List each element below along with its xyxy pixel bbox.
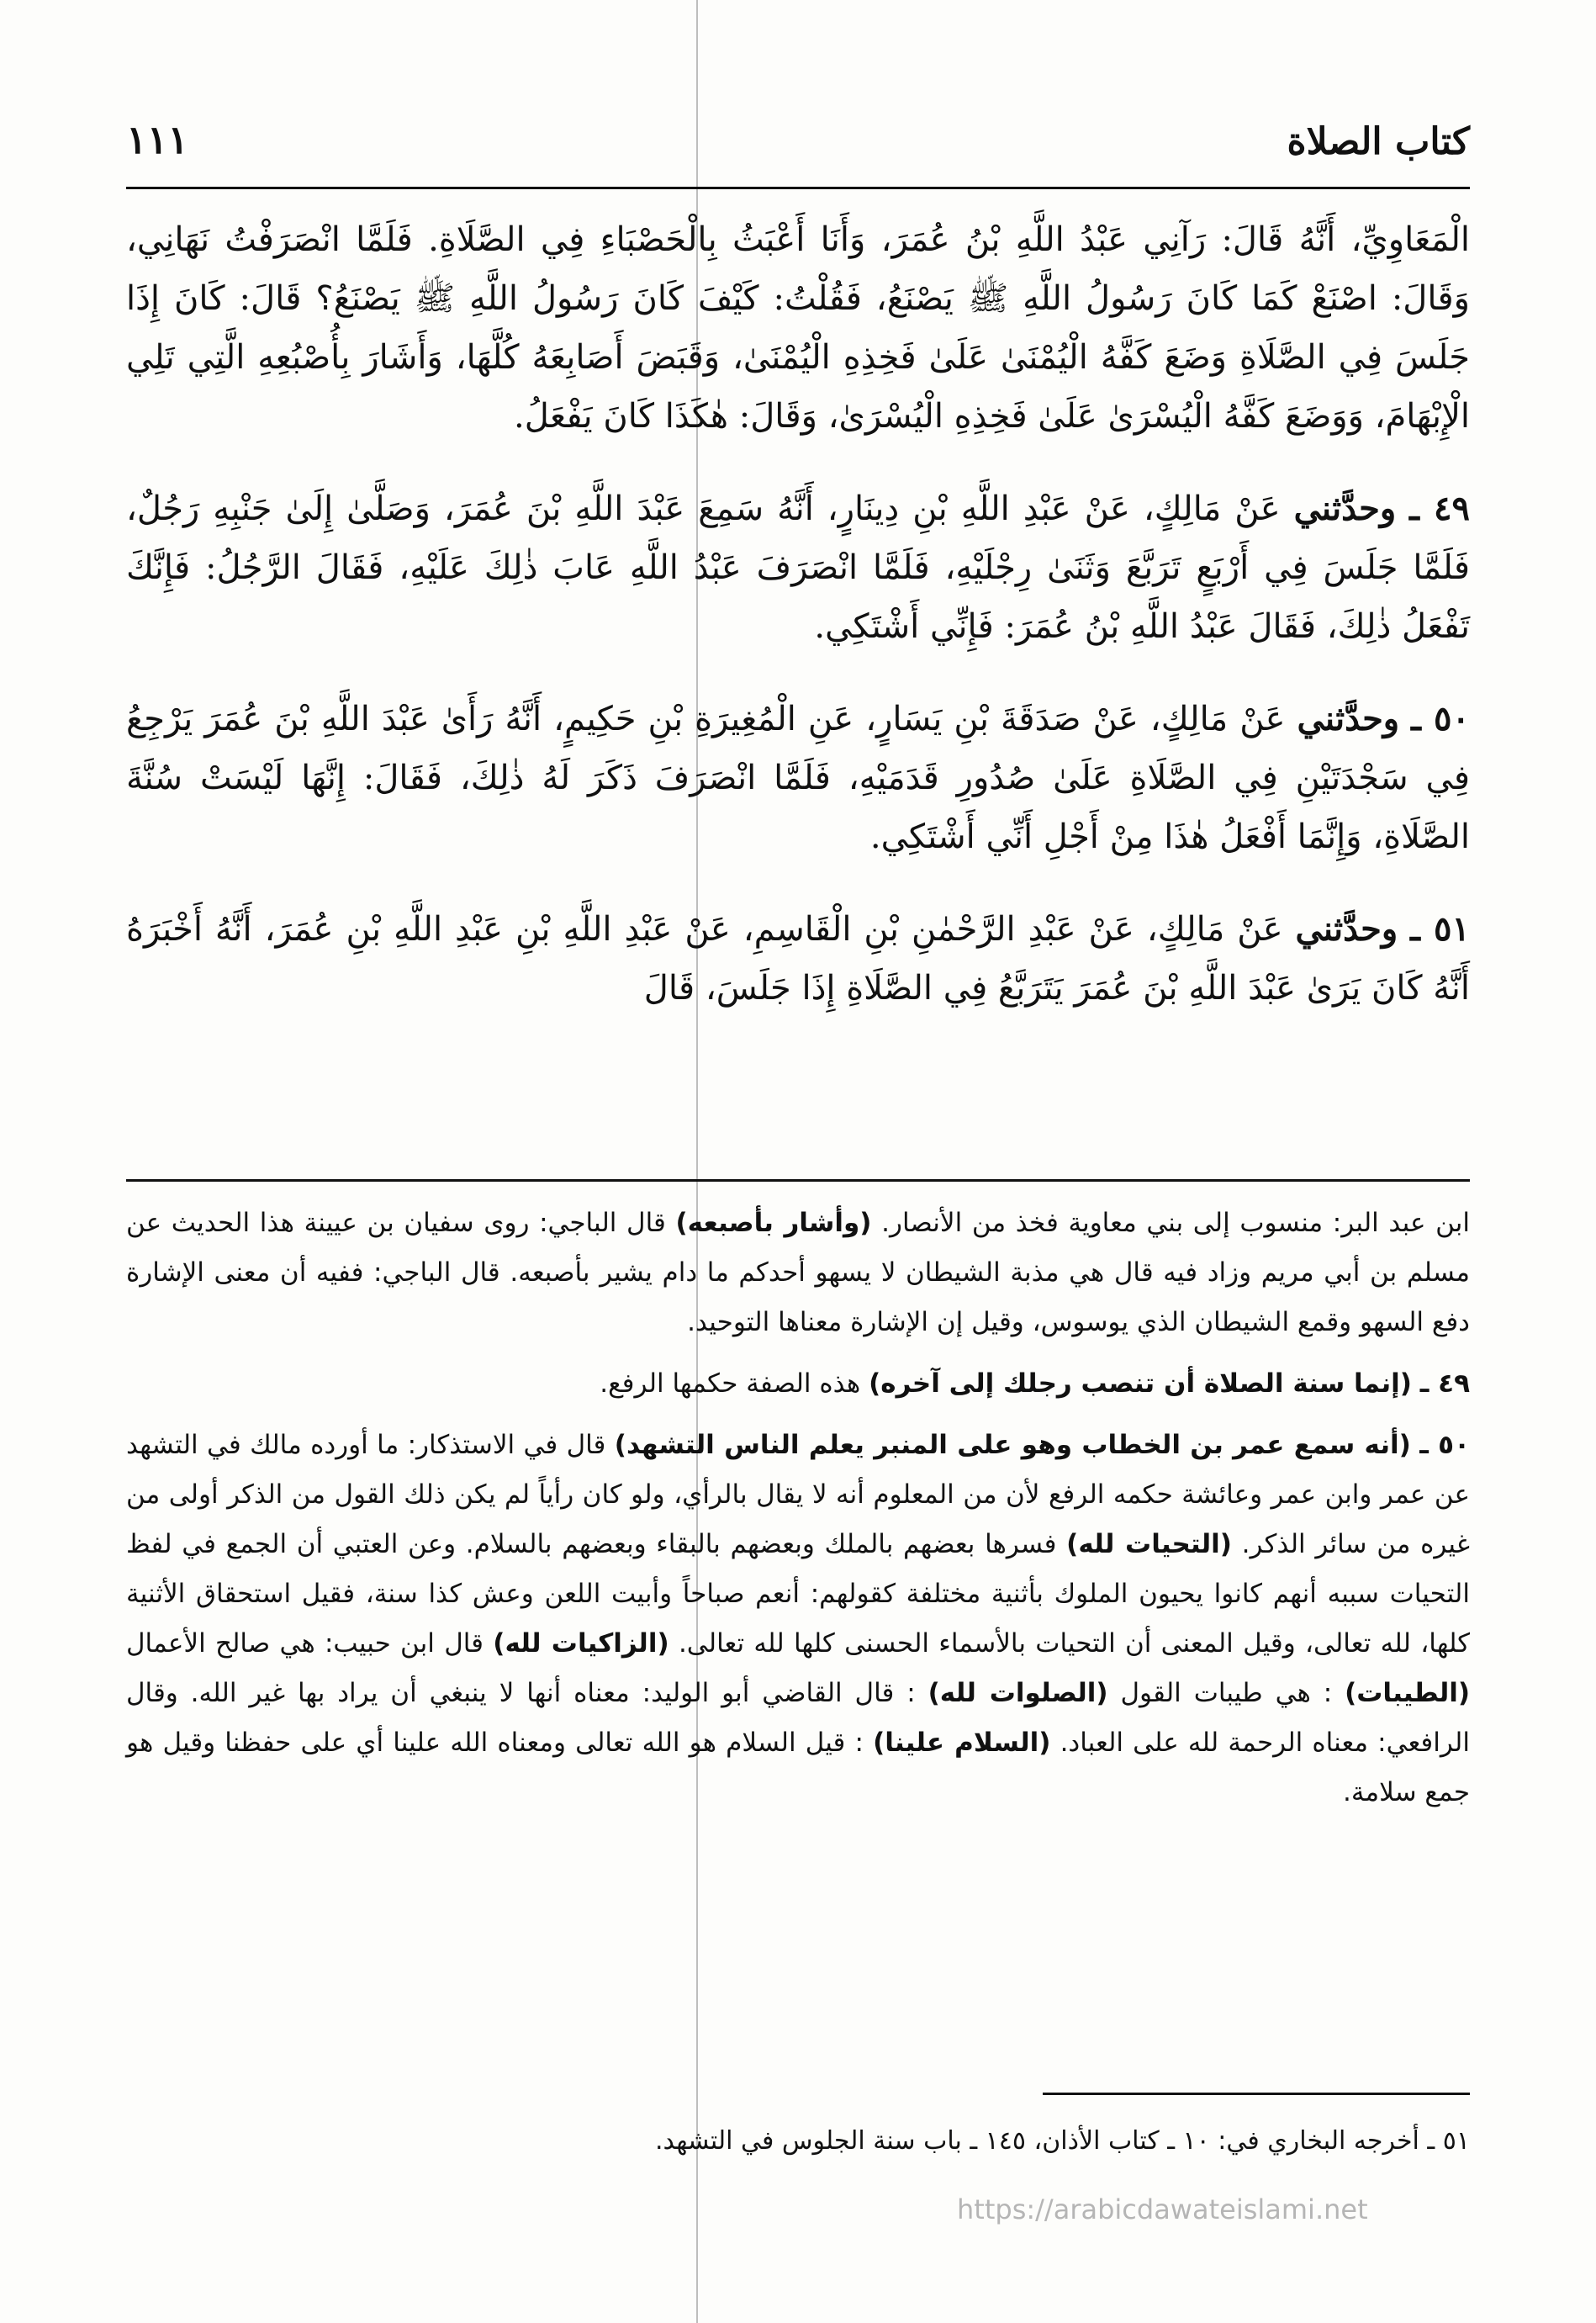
main-text [126,210,1470,1018]
note-keyword: (الصلوات لله) [927,1678,1108,1708]
hadith-lead: وحدَّثني [1293,489,1397,528]
note-keyword: (إنما سنة الصلاة أن تنصب رجلك إلى آخره) [869,1368,1412,1399]
commentary-divider [126,1179,1470,1182]
book-title: كتاب الصلاة [1287,120,1470,163]
note-keyword: (وأشار بأصبعه) [675,1208,872,1238]
note-text: قال الباجي: روى سفيان بن عيينة هذا الحديث عن مسلم بن أبي مريم وزاد فيه قال هي مذبة الشيطان لا يسهو أحدكم ما دام يشير بأصبعه. قال الباجي: ففيه أن معنى الإشارة دفع السهو وقمع الشيطان الذي يوسوس، وقيل إن الإشارة معناها التوحيد. [126,1208,1470,1337]
hadith-text: عَنْ مَالِكٍ، عَنْ صَدَقَةَ بْنِ يَسَارٍ، عَنِ الْمُغِيرَةِ بْنِ حَكِيمٍ، أَنَّهُ رَأَىٰ عَبْدَ اللَّهِ بْنَ عُمَرَ يَرْجِعُ فِي سَجْدَتَيْنِ فِي الصَّلَاةِ عَلَىٰ صُدُورِ قَدَمَيْهِ، فَلَمَّا انْصَرَفَ ذَكَرَ لَهُ ذٰلِكَ، فَقَالَ: إِنَّهَا لَيْسَتْ سُنَّةَ الصَّلَاةِ، وَإِنَّمَا أَفْعَلُ هٰذَا مِنْ أَجْلِ أَنِّي أَشْتَكِي. [126,700,1470,856]
hadith-51 [126,900,1470,1018]
note-text: قال في الاستذكار: ما أورده مالك في التشهد عن عمر وابن عمر وعائشة حكمه الرفع لأن من المعلوم أنه لا يقال بالرأي، ولو كان رأياً لم يكن ذلك القول من الذكر أولى من غيره من سائر الذكر. [126,1430,1470,1559]
note-text: : قال القاضي أبو الوليد: معناه أنها لا ينبغي أن يراد بها غير الله. وقال الرافعي: معناه الرحمة لله على العباد. [126,1678,1470,1758]
note-keyword: (التحيات لله) [1066,1529,1232,1559]
note-text: فسرها بعضهم بالملك وبعضهم بالبقاء وبعضهم بالسلام. وعن العتبي أن الجمع في لفظ التحيات سببه أنهم كانوا يحيون الملوك بأثنية مختلفة كقولهم: أنعم صباحاً وأبيت اللعن وعش كذا سنة، فقيل استحقاق الأثنية كلها، لله تعالى، وقيل المعنى أن التحيات بالأسماء الحسنى كلها لله تعالى. [126,1529,1471,1659]
commentary-note-49 [126,1359,1470,1409]
footnote-divider [1043,2093,1470,2095]
note-number: ٥٠ ـ [1419,1430,1471,1460]
hadith-lead: وحدَّثني [1297,699,1400,738]
commentary-note-1 [126,1199,1470,1347]
header-divider [126,187,1470,189]
commentary-note-50 [126,1421,1470,1818]
note-text: قال ابن حبيب: هي صالح الأعمال [126,1628,484,1659]
commentary [126,1199,1470,1818]
hadith-number: ٤٩ ـ [1409,489,1470,528]
note-number: ٤٩ ـ [1419,1368,1470,1399]
page-header [126,114,1470,172]
hadith-50 [126,690,1470,866]
note-text: : هي طيبات القول [1120,1678,1333,1708]
page-number: ١١١ [126,117,189,162]
note-text: : قيل السلام هو الله تعالى ومعناه الله علينا أي على حفظنا وقيل هو جمع سلامة. [126,1728,1470,1807]
hadith-text: عَنْ مَالِكٍ، عَنْ عَبْدِ اللَّهِ بْنِ دِينَارٍ، أَنَّهُ سَمِعَ عَبْدَ اللَّهِ بْنَ عُمَرَ، وَصَلَّىٰ إِلَىٰ جَنْبِهِ رَجُلٌ، فَلَمَّا جَلَسَ فِي أَرْبَعٍ تَرَبَّعَ وَثَنَىٰ رِجْلَيْهِ، فَلَمَّا انْصَرَفَ عَبْدُ اللَّهِ عَابَ ذٰلِكَ عَلَيْهِ، فَقَالَ الرَّجُلُ: فَإِنَّكَ تَفْعَلُ ذٰلِكَ، فَقَالَ عَبْدُ اللَّهِ بْنُ عُمَرَ: فَإِنِّي أَشْتَكِي. [126,489,1470,646]
note-keyword: (السلام علينا) [873,1728,1051,1758]
note-text: هذه الصفة حكمها الرفع. [600,1368,861,1399]
hadith-lead: وحدَّثني [1295,909,1398,949]
note-keyword: (الطيبات) [1345,1678,1471,1708]
paragraph-continuation: الْمَعَاوِيِّ، أَنَّهُ قَالَ: رَآنِي عَبْدُ اللَّهِ بْنُ عُمَرَ، وَأَنَا أَعْبَثُ بِالْحَصْبَاءِ فِي الصَّلَاةِ. فَلَمَّا انْصَرَفْتُ نَهَانِي، وَقَالَ: اصْنَعْ كَمَا كَانَ رَسُولُ اللَّهِ ﷺ يَصْنَعُ، فَقُلْتُ: كَيْفَ كَانَ رَسُولُ اللَّهِ ﷺ يَصْنَعُ؟ قَالَ: كَانَ إِذَا جَلَسَ فِي الصَّلَاةِ وَضَعَ كَفَّهُ الْيُمْنَىٰ عَلَىٰ فَخِذِهِ الْيُمْنَىٰ، وَقَبَضَ أَصَابِعَهُ كُلَّهَا، وَأَشَارَ بِأُصْبُعِهِ الَّتِي تَلِي الْإِبْهَامَ، وَوَضَعَ كَفَّهُ الْيُسْرَىٰ عَلَىٰ فَخِذِهِ الْيُسْرَىٰ، وَقَالَ: هٰكَذَا كَانَ يَفْعَلُ. [126,220,1471,436]
watermark-url: https://arabicdawateislami.net [957,2193,1368,2225]
hadith-number: ٥٠ ـ [1411,699,1471,738]
hadith-text: عَنْ مَالِكٍ، عَنْ عَبْدِ الرَّحْمٰنِ بْنِ الْقَاسِمِ، عَنْ عَبْدِ اللَّهِ بْنِ عَبْدِ اللَّهِ بْنِ عُمَرَ، أَنَّهُ أَخْبَرَهُ أَنَّهُ كَانَ يَرَىٰ عَبْدَ اللَّهِ بْنَ عُمَرَ يَتَرَبَّعُ فِي الصَّلَاةِ إِذَا جَلَسَ، قَالَ [126,910,1470,1008]
note-text: ابن عبد البر: منسوب إلى بني معاوية فخذ من الأنصار. [881,1208,1471,1238]
footnote: ٥١ ـ أخرجه البخاري في: ١٠ ـ كتاب الأذان، ١٤٥ ـ باب سنة الجلوس في التشهد. [655,2126,1470,2156]
hadith-number: ٥١ ـ [1410,909,1470,949]
note-keyword: (أنه سمع عمر بن الخطاب وهو على المنبر يعلم الناس التشهد) [614,1430,1411,1460]
note-keyword: (الزاكيات لله) [493,1628,669,1659]
hadith-49 [126,479,1470,656]
